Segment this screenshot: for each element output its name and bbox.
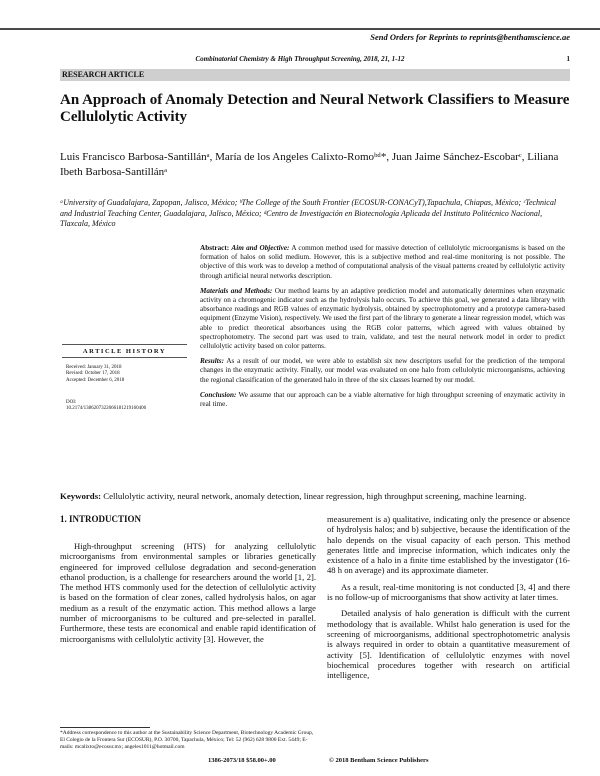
section-label: RESEARCH ARTICLE <box>62 70 145 79</box>
doi-block <box>66 400 186 413</box>
accepted-date: Accepted: December 6, 2018 <box>66 377 125 383</box>
article-title: An Approach of Anomaly Detection and Neural Network Classifiers to Measure Cellulolytic Activity <box>60 92 570 125</box>
publisher-copyright: © 2018 Bentham Science Publishers <box>329 757 429 764</box>
abstract-results: Results: As a result of our model, we were able to establish six new descriptors useful for the prediction of the temporal changes in the enzymatic activity. Finally, our model was evaluated on one halo from cellulolytic microorganisms, achieving the regional classification of the generated halo in three of the six classes learned by our model. <box>200 357 565 384</box>
keywords-label: Keywords: <box>60 491 102 501</box>
journal-citation: Combinatorial Chemistry & High Throughput Screening, 2018, 21, 1-12 <box>195 55 405 63</box>
abstract-aim: Abstract: Aim and Objective: A common method used for massive detection of cellulolytic microorganisms is based on the formation of halos on solid medium. However, this is a subjective method and real-time monitoring is not possible. The objective of this work was to develop a method of computational analysis of the visual patterns created by cellulolytic activity through artificial neural networks description. <box>200 244 565 280</box>
section-heading-introduction: 1. INTRODUCTION <box>60 514 142 524</box>
header-rule <box>0 28 600 30</box>
body-column-left <box>60 541 316 650</box>
correspondence-footnote: *Address correspondence to this author at the Sustainability Science Department, Biotechnology Academic Group, El Colegio de la Frontera Sur (ECOSUR), P.O. 30700, Tapachula, México; Tel: 52 (962) 628 9800 Ext. 5449; E-mails: mcalixto@ecosur.mx; angeles1011@hotmail.com <box>60 730 314 750</box>
doi-label: DOI: <box>66 400 77 405</box>
intro-paragraph-1: High-throughput screening (HTS) for analyzing cellulolytic microorganisms from environmental samples or libraries genetically engineered for improved cellulose degradation and second-generation ethanol production, is a challenge for researchers around the world [1, 2]. The method HTS commonly used for the detection of cellulolytic activity is based on the formation of clear zones, called hydrolysis halos, on agar medium as a result of the enzymatic action. This method allows a large number of microorganisms to be cultured and pre-selected in parallel. Furthermore, these tests are economical and enable rapid identification of microorganisms with cellulolytic activity [3]. However, the <box>60 541 316 644</box>
author-list: Luis Francisco Barbosa-Santillánᵃ, María de los Angeles Calixto-Romoᵇᵈ*, Juan Jaime Sánchez-Escobarᶜ, Liliana Ibeth Barbosa-Santillánᵃ <box>60 151 559 178</box>
intro-paragraph-3: Detailed analysis of halo generation is difficult with the current methodology that is available. Whilst halo generation is used for the screening of microorganisms, additional spectrophotometric analysis is always required in order to obtain a quantitative measurement of activity [5]. Identification of cellulolytic enzymes with novel biochemical procedures together with research on artificial intelligence, <box>327 608 570 681</box>
abstract-methods: Materials and Methods: Our method learns by an adaptive prediction model and automatically determines when enzymatic activity on a chromogenic indicator such as the hydrolysis halo occurs. To achieve this goal, we generated a data library with absorbance readings and RGB values of enzymatic hydrolysis, obtained by spectrophotometry and a prototype camera-based equipment (Enzyme Vision), respectively. We used the first part of the library to generate a linear regression model, which was able to predict theoretical absorbances using the RGB color patterns, which agreed with values obtained by spectrophotometry. The second part was used to train, validate, and test the neural network model in order to predict cellulolytic activity based on color patterns. <box>200 286 566 351</box>
affiliations: ᵃUniversity of Guadalajara, Zapopan, Jalisco, México; ᵇThe College of the South Frontier (ECOSUR-CONACyT),Tapachula, Chiapas, México; ᶜTechnical and Industrial Teaching Center, Guadalajara, Jalisco, México; ᵈCentro de Investigación en Biotecnología Aplicada del Instituto Politécnico Nacional, Tlaxcala, México <box>60 198 557 228</box>
history-rule-top <box>62 344 187 345</box>
doi-link[interactable]: 10.2174/1386207322666181219160406 <box>66 406 147 412</box>
intro-paragraph-2: As a result, real-time monitoring is not conducted [3, 4] and there is no follow-up of microorganisms that show activity at later times. <box>327 581 570 603</box>
body-column-right <box>327 514 570 686</box>
history-rule-bottom <box>62 357 187 358</box>
keywords-text: Cellulolytic activity, neural network, anomaly detection, linear regression, high throughput screening, machine learning. <box>103 491 527 501</box>
received-date: Received: January 31, 2018 <box>66 365 122 370</box>
article-history-dates <box>66 365 186 384</box>
abstract-conclusion: Conclusion: We assume that our approach can be a viable alternative for high throughput screening of enzymatic activity in real time. <box>200 390 565 409</box>
page-number: 1 <box>566 55 570 63</box>
article-history-title: ARTICLE HISTORY <box>82 348 167 355</box>
intro-paragraph-continued: measurement is a) qualitative, indicating only the presence or absence of hydrolysis halos; and b) subjective, because the identification of the halo depends on the visual capacity of each person. This method generates little and imprecise information, which indicates only the existence of a halo in a finite time established by the investigator (16-48 h on average) and its approximate diameter. <box>327 514 570 576</box>
keywords <box>60 491 570 502</box>
abstract <box>200 244 565 415</box>
issn-price: 1386-2073/18 $58.00+.00 <box>208 757 276 764</box>
footnote-rule <box>60 727 150 728</box>
reprints-notice: Send Orders for Reprints to reprints@benthamscience.ae <box>370 32 570 42</box>
revised-date: Revised: October 17, 2018 <box>66 371 120 377</box>
